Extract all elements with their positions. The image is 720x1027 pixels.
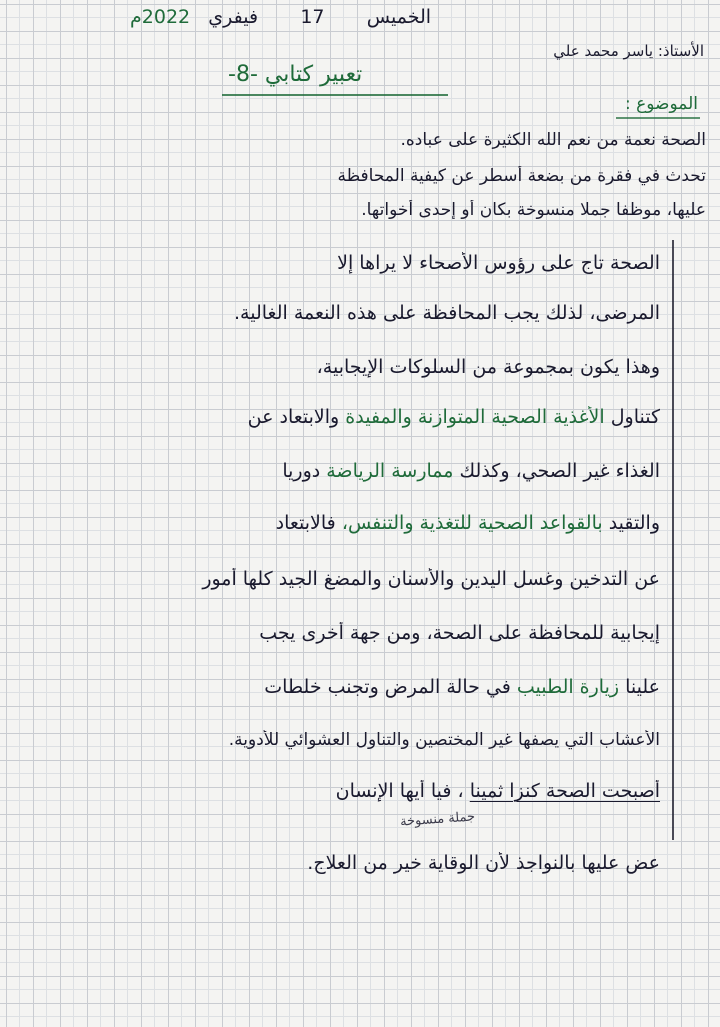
essay-line-6-a: والتقيد [608,512,660,534]
date-header [130,6,431,28]
essay-line-5-a: الغذاء غير الصحي، وكذلك [459,460,660,482]
essay-line-11-a: أصبحت الصحة كنزا ثمينا [469,780,660,802]
day: الخميس [366,6,432,28]
essay-line-11 [10,780,660,802]
essay-line-8: إيجابية للمحافظة على الصحة، ومن جهة أخرى يجب [259,622,660,644]
essay-line-6-b: بالقواعد الصحية للتغذية والتنفس، [341,512,603,534]
teacher-name: الأستاذ: ياسر محمد علي [553,42,704,60]
essay-line-3: وهذا يكون بمجموعة من السلوكات الإيجابية، [316,356,660,378]
essay-line-4-c: والابتعاد عن [247,406,340,428]
prompt-line-2: تحدث في فقرة من بضعة أسطر عن كيفية المحافظة [337,166,706,186]
essay-line-11-b: ، فيا أيها الإنسان [335,780,464,802]
topic-label: الموضوع : [624,94,698,114]
margin-line [672,240,674,840]
essay-line-1: الصحة تاج على رؤوس الأصحاء لا يراها إلا [337,252,660,274]
essay-line-7: عن التدخين وغسل اليدين والأسنان والمضغ الجيد كلها أمور [202,568,660,590]
page-title: تعبير كتابي -8- [228,62,363,87]
essay-line-9-a: علينا [625,676,660,698]
prompt-line-3: عليها، موظفا جملا منسوخة بكان أو إحدى أخواتها. [361,200,706,220]
essay-line-10: الأعشاب التي يصفها غير المختصين والتناول العشوائي للأدوية. [228,730,660,750]
day-number: 17 [300,6,325,28]
essay-line-9-b: زيارة الطبيب [516,676,620,698]
title-underline [222,94,448,96]
annotation-note: جملة منسوخة [399,809,476,830]
essay-line-5-b: ممارسة الرياضة [326,460,454,482]
month: فيفري [208,6,259,28]
topic-underline [616,117,700,119]
essay-line-4-b: الأغذية الصحية المتوازنة والمفيدة [345,406,605,428]
prompt-line-1: الصحة نعمة من نعم الله الكثيرة على عباده. [400,130,706,150]
essay-line-9 [10,676,660,698]
essay-line-5-c: دوريا [282,460,321,482]
essay-line-4 [10,406,660,428]
essay-line-6-c: فالابتعاد [275,512,336,534]
year: 2022م [130,6,191,28]
essay-line-9-c: في حالة المرض وتجنب خلطات [264,676,511,698]
essay-line-6 [10,512,660,534]
essay-line-5 [10,460,660,482]
essay-line-12: عض عليها بالنواجذ لأن الوقاية خير من العلاج. [307,852,660,874]
essay-line-2: المرضى، لذلك يجب المحافظة على هذه النعمة الغالية. [234,302,660,324]
essay-line-4-a: كتناول [610,406,660,428]
